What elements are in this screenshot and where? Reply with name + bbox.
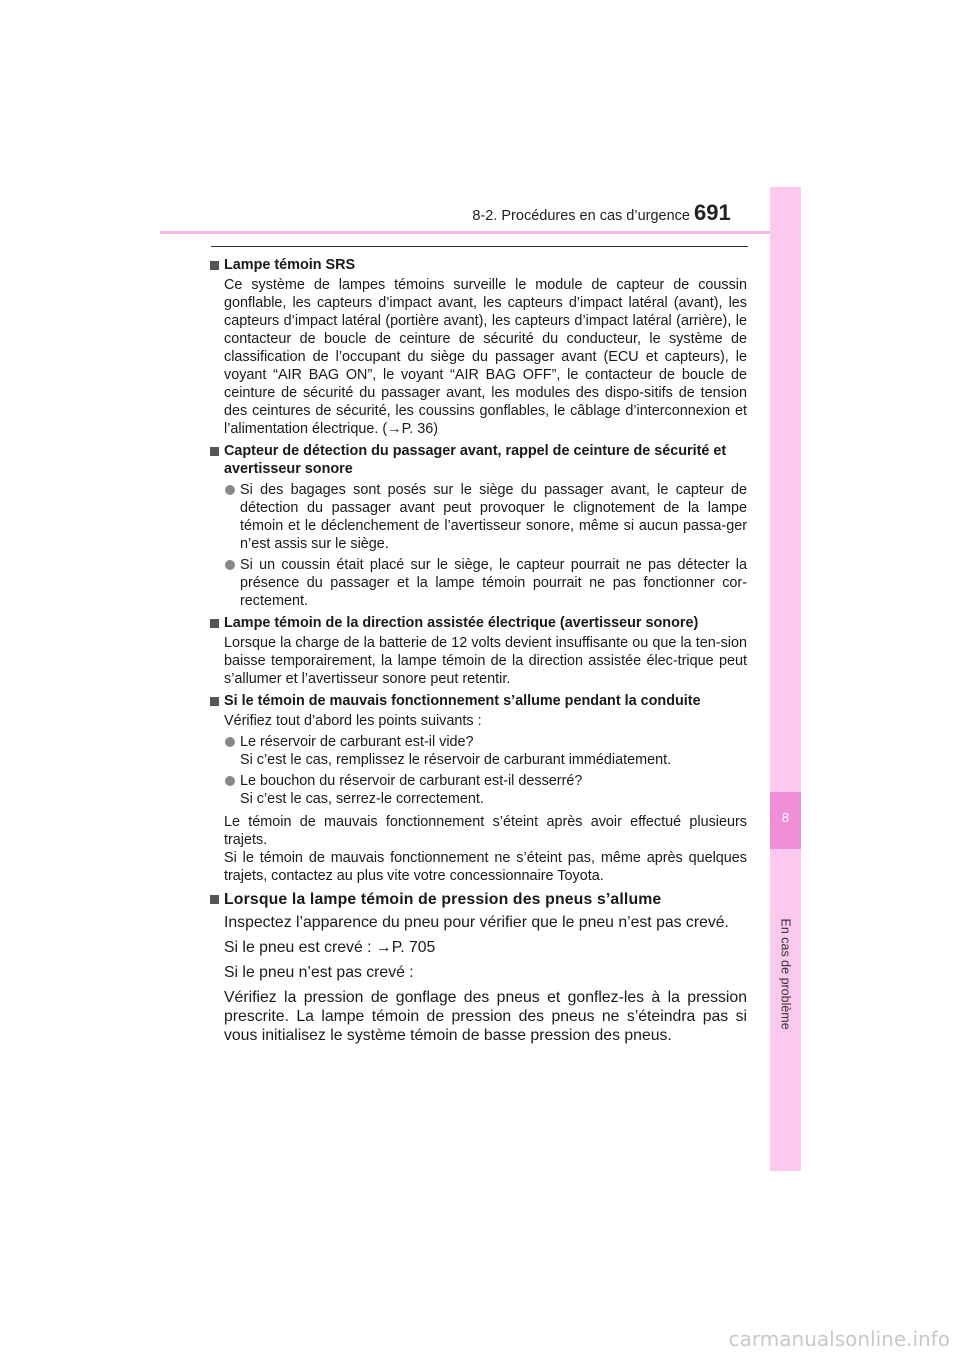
round-bullet-icon (225, 737, 235, 747)
watermark-footer: carmanualsonline.info (728, 1327, 950, 1351)
page-number: 691 (694, 200, 731, 225)
chapter-side-tab[interactable] (770, 187, 801, 1171)
header-rule (160, 231, 770, 234)
section-srs-lamp (210, 256, 747, 438)
section-paragraph: Si le pneu n’est pas crevé : (224, 964, 414, 981)
list-item: Le réservoir de carburant est-il vide? Si c’est le cas, remplissez le réservoir de carburant immédiatement. (210, 733, 747, 769)
round-bullet-icon (225, 560, 235, 570)
section-tire-pressure (210, 889, 747, 1045)
section-intro: Vérifiez tout d’abord les points suivants : (224, 713, 482, 729)
list-item: Si des bagages sont posés sur le siège du passager avant, le capteur de détection du passager avant peut provoquer le clignotement de la lampe témoin et le déclenchement de l’avertisseur sonore, même si aucun passa-ger n’est assis sur le siège. (210, 481, 747, 553)
square-bullet-icon (210, 261, 219, 270)
section-heading: Lampe témoin SRS (210, 256, 747, 274)
section-heading: Capteur de détection du passager avant, rappel de ceinture de sécurité et avertisseur sonore (210, 442, 747, 478)
round-bullet-icon (225, 485, 235, 495)
square-bullet-icon (210, 447, 219, 456)
list-item: Si un coussin était placé sur le siège, le capteur pourrait ne pas détecter la présence du passager et la lampe témoin pourrait ne pas fonctionner cor-rectement. (210, 556, 747, 610)
section-power-steering (210, 614, 747, 688)
section-paragraph: Inspectez l’apparence du pneu pour vérifier que le pneu n’est pas crevé. (224, 914, 729, 931)
square-bullet-icon (210, 697, 219, 706)
section-header: 8-2. Procédures en cas d’urgence (472, 208, 690, 224)
chapter-label: En cas de problème (778, 918, 793, 1030)
section-malfunction-indicator (210, 692, 747, 885)
round-bullet-icon (225, 776, 235, 786)
section-paragraph: Vérifiez la pression de gonflage des pneus et gonflez-les à la pression prescrite. La lampe témoin de pression des pneus ne s’éteindra pas si vous initialisez le système témoin de basse pression des pneus. (224, 989, 747, 1044)
section-heading: Si le témoin de mauvais fonctionnement s’allume pendant la conduite (210, 692, 747, 710)
section-passenger-sensor (210, 442, 747, 610)
section-heading: Lorsque la lampe témoin de pression des pneus s’allume (210, 889, 747, 910)
section-paragraph: Ce système de lampes témoins surveille le module de capteur de coussin gonflable, les capteurs d’impact avant, les capteurs d’impact latéral (avant), les capteurs d’impact latéral (portière avant), les capteurs d’impact latéral (arrière), le contacteur de boucle de ceinture de sécurité du conducteur, le système de classification de l’occupant du siège du passager avant (ECU et capteurs), le voyant “AIR BAG ON”, le voyant “AIR BAG OFF”, le contacteur de boucle de ceinture de sécurité du passager avant, les modules des dispo-sitifs de tension des ceintures de sécurité, les coussins gonflables, le câblage d’interconnexion et l’alimentation électrique. (→P. 36) (224, 277, 747, 437)
section-heading: Lampe témoin de la direction assistée électrique (avertisseur sonore) (210, 614, 747, 632)
section-paragraph: Lorsque la charge de la batterie de 12 volts devient insuffisante ou que la ten-sion baisse temporairement, la lampe témoin de la direction assistée élec-trique peut s’allumer et l’avertisseur sonore peut retentir. (224, 635, 747, 687)
page-content (210, 256, 747, 1049)
chapter-number: 8 (770, 792, 801, 849)
list-item: Le bouchon du réservoir de carburant est-il desserré? Si c’est le cas, serrez-le correctement. (210, 772, 747, 808)
section-outro: Le témoin de mauvais fonctionnement s’éteint après avoir effectué plusieurs trajets. Si le témoin de mauvais fonctionnement ne s’éteint pas, même après quelques trajets, contactez au plus vite votre concessionnaire Toyota. (224, 814, 747, 884)
square-bullet-icon (210, 619, 219, 628)
section-paragraph: Si le pneu est crevé : →P. 705 (224, 939, 436, 956)
square-bullet-icon (210, 895, 219, 904)
content-top-rule (211, 246, 748, 247)
